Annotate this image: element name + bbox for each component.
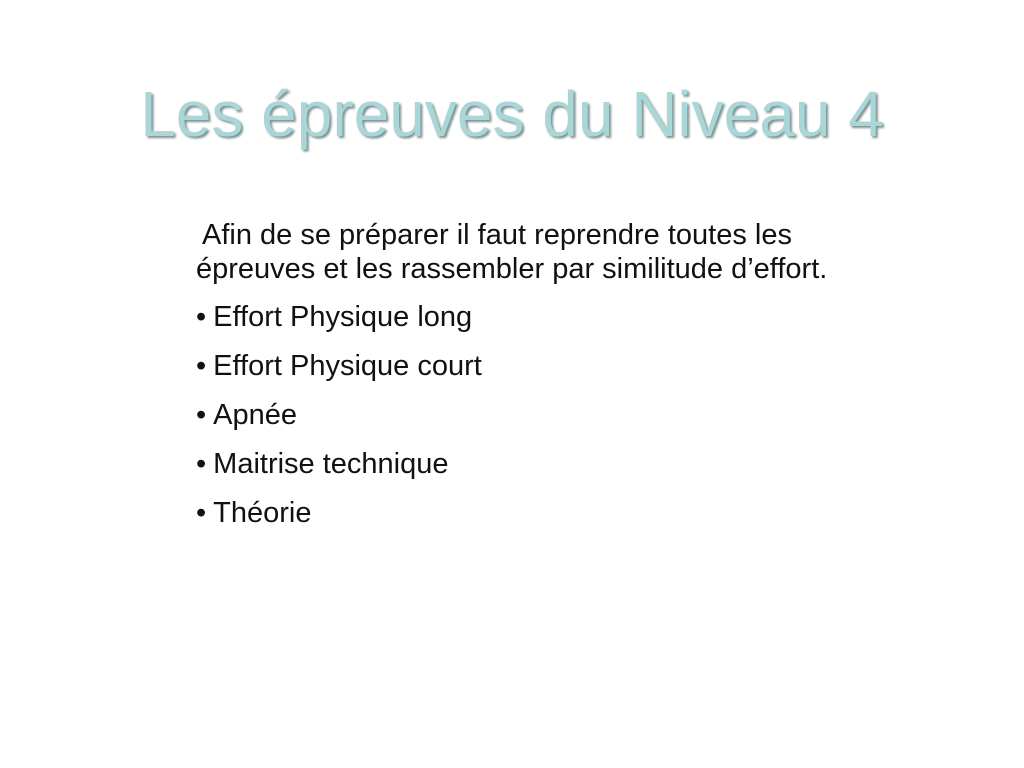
bullet-text: Maitrise technique: [213, 448, 449, 480]
bullet-icon: •: [196, 448, 207, 480]
bullet-icon: •: [196, 350, 207, 382]
bullet-text: Effort Physique long: [213, 301, 473, 333]
list-item: [196, 349, 896, 383]
slide-title: Les épreuves du Niveau 4: [140, 78, 884, 150]
list-item: [196, 496, 896, 530]
list-item: [196, 447, 896, 481]
bullet-icon: •: [196, 399, 207, 431]
intro-paragraph: Afin de se préparer il faut reprendre toutes les épreuves et les rassembler par similitude d’effort.: [196, 219, 828, 285]
bullet-text: Effort Physique court: [213, 350, 482, 382]
bullet-text: Théorie: [213, 497, 312, 529]
slide-body: [196, 218, 896, 545]
bullet-icon: •: [196, 301, 207, 333]
list-item: [196, 300, 896, 334]
bullet-icon: •: [196, 497, 207, 529]
bullet-text: Apnée: [213, 399, 298, 431]
list-item: [196, 398, 896, 432]
bullet-list: [196, 300, 896, 530]
